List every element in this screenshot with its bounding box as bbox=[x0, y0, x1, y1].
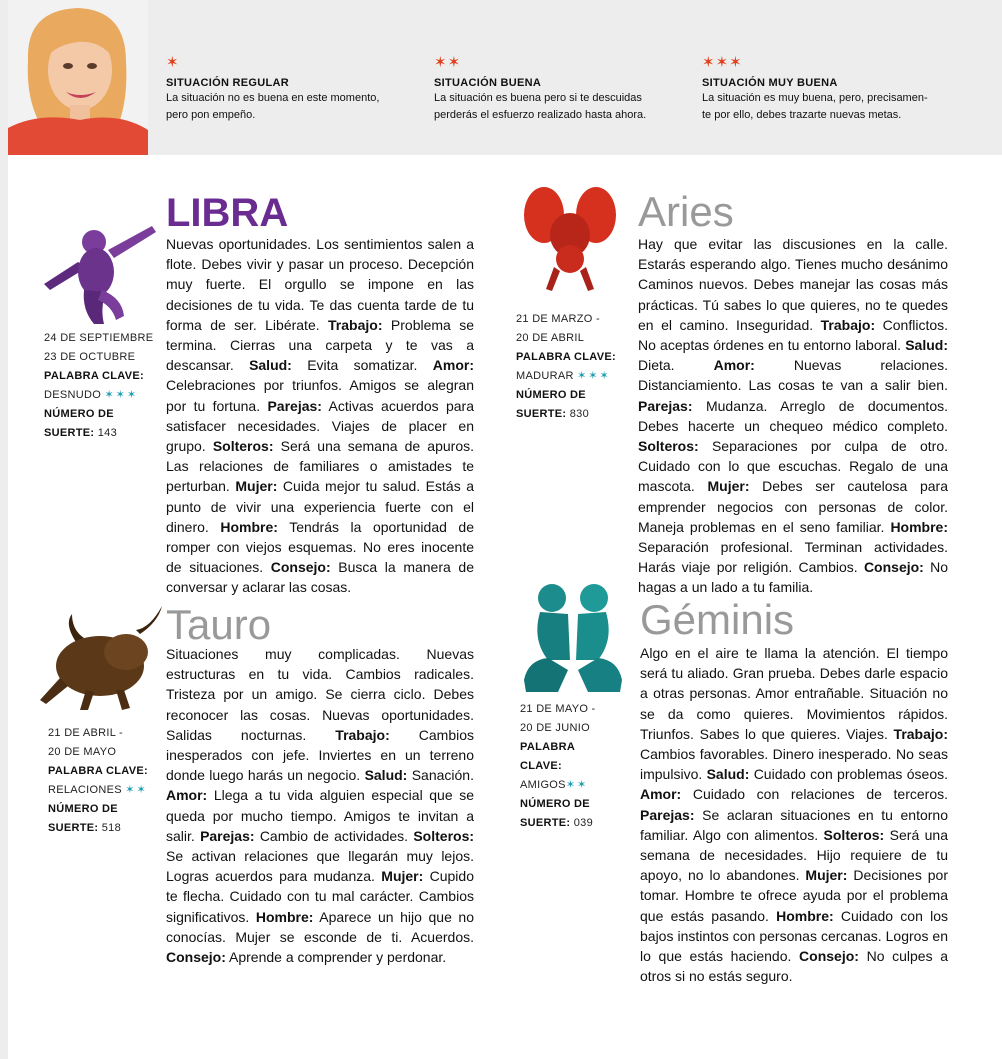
section-text: Se aclaran situaciones en tu entorno familiar. Algo con alimentos. bbox=[640, 806, 949, 843]
date-range-end: 23 DE OCTUBRE bbox=[44, 351, 136, 363]
legend-stars: ✶✶ bbox=[434, 54, 462, 71]
section-label: Parejas: bbox=[640, 806, 695, 823]
section-label: Trabajo: bbox=[820, 316, 876, 333]
section-label: Mujer: bbox=[707, 478, 750, 495]
forecast-intro: Situaciones muy complicadas. Nuevas estructuras en tu vida. Cambios radicales. Tristeza por un amigo. Se cierra ciclo. Debes reconocer las cosas. Nuevas oportunidades. Salidas nocturnas. bbox=[166, 646, 474, 743]
lucky-number-label: SUERTE: bbox=[520, 817, 571, 829]
keyword-label: CLAVE: bbox=[520, 760, 562, 772]
section-text: Aparece un hijo que no conocías. Mujer se esconde de ti. Acuerdos. bbox=[166, 908, 475, 945]
date-range-end: 20 DE ABRIL bbox=[516, 332, 585, 344]
geminis-meta bbox=[520, 700, 596, 833]
section-text: Dieta. bbox=[638, 357, 675, 374]
section-text: No culpes a otros si no estás seguro. bbox=[640, 948, 949, 985]
libra-forecast bbox=[166, 234, 474, 598]
section-label: Salud: bbox=[905, 337, 948, 354]
lucky-number-value: 518 bbox=[101, 822, 122, 834]
date-range-end: 20 DE MAYO bbox=[48, 746, 117, 758]
aries-title: Aries bbox=[638, 188, 734, 235]
date-range-start: 21 DE ABRIL - bbox=[48, 727, 124, 739]
section-label: Solteros: bbox=[212, 438, 274, 455]
lucky-number-label: SUERTE: bbox=[44, 427, 95, 439]
date-range-start: 21 DE MAYO - bbox=[520, 703, 596, 715]
section-text: Llega a tu vida alguien especial que se queda por mucho tiempo. Amigos te invitan a salir. bbox=[166, 787, 474, 844]
tauro-figure-icon bbox=[36, 604, 164, 717]
legend-title: SITUACIÓN REGULAR bbox=[166, 77, 290, 89]
section-text: Evita somatizar. bbox=[307, 357, 418, 374]
legend-title: SITUACIÓN BUENA bbox=[434, 77, 542, 89]
section-label: Trabajo: bbox=[328, 316, 383, 333]
section-label: Hombre: bbox=[890, 518, 948, 535]
section-label: Consejo: bbox=[863, 559, 924, 576]
section-text: Debes ser cautelosa para emprender negocios con personas de color. Maneja problemas en el seno familiar. bbox=[638, 478, 949, 535]
section-label: Parejas: bbox=[267, 397, 322, 414]
section-text: Activas acuerdos para satisfacer necesidades. Viajes de placer en grupo. bbox=[166, 397, 474, 455]
lucky-number-value: 830 bbox=[569, 408, 590, 420]
keyword-stars: ✶✶✶ bbox=[577, 370, 611, 382]
section-text: Cuidado con los bajos instintos con personas cercanas. Logros en lo que estás haciendo. bbox=[640, 907, 948, 965]
keyword-label: PALABRA CLAVE: bbox=[48, 765, 148, 777]
keyword-value: MADURAR bbox=[516, 370, 574, 382]
section-label: Mujer: bbox=[805, 867, 848, 884]
section-label: Salud: bbox=[364, 767, 408, 784]
section-text: Se activan relaciones que llegarán muy lejos. Logras acuerdos para mudanza. bbox=[166, 848, 474, 885]
host-photo bbox=[8, 0, 148, 155]
section-label: Trabajo: bbox=[335, 726, 390, 743]
legend-text-line: La situación es muy buena, pero, precisamen- bbox=[702, 92, 928, 104]
section-text: Será una semana de necesidades. Hijo requiere de tu apoyo, no lo abandones. bbox=[640, 826, 949, 884]
legend-title: SITUACIÓN MUY BUENA bbox=[702, 77, 838, 89]
section-text: Nuevas relaciones. Distanciamiento. Las cosas te van a salir bien. bbox=[638, 357, 949, 394]
section-label: Parejas: bbox=[200, 827, 255, 844]
keyword-value: DESNUDO bbox=[44, 389, 102, 401]
geminis-figure-icon bbox=[518, 580, 628, 703]
keyword-label: PALABRA bbox=[520, 741, 576, 753]
keyword-label: PALABRA CLAVE: bbox=[44, 370, 144, 382]
lucky-number-value: 143 bbox=[97, 427, 118, 439]
geminis-forecast bbox=[640, 643, 948, 986]
tauro-title: Tauro bbox=[166, 601, 272, 648]
section-text: Conflictos. No aceptas órdenes en tu entorno laboral. bbox=[638, 316, 949, 354]
section-text: Cuida mejor tu salud. Estás a punto de vivir una experiencia fuerte con el dinero. bbox=[166, 478, 475, 535]
section-label: Amor: bbox=[640, 786, 682, 803]
section-text: Decisiones por tomar. Hombre te ofrece ayuda por el problema que estás pasando. bbox=[640, 867, 949, 924]
aries-figure-icon bbox=[520, 185, 620, 300]
section-text: Tendrás la oportunidad de romper con viejos esquemas. No eres inocente de situaciones. bbox=[166, 518, 474, 576]
date-range-start: 24 DE SEPTIEMBRE bbox=[44, 332, 154, 344]
section-label: Hombre: bbox=[220, 518, 278, 535]
legend-stars: ✶ bbox=[166, 54, 180, 71]
keyword-stars: ✶✶ bbox=[565, 779, 589, 791]
section-label: Parejas: bbox=[638, 397, 693, 414]
tauro-forecast bbox=[166, 644, 474, 967]
keyword-stars: ✶✶✶ bbox=[104, 389, 139, 401]
keyword-value: AMIGOS bbox=[520, 779, 566, 791]
section-label: Hombre: bbox=[776, 907, 834, 924]
section-label: Trabajo: bbox=[893, 725, 949, 742]
section-text: Celebraciones por triunfos. Amigos se alegran por tu fortuna. bbox=[166, 377, 474, 414]
tauro-meta bbox=[48, 724, 148, 838]
keyword-stars: ✶✶ bbox=[125, 784, 148, 796]
legend-regular bbox=[166, 52, 416, 123]
date-range-end: 20 DE JUNIO bbox=[520, 722, 590, 734]
section-text: Problema se termina. Cierras una carpeta y te vas a descansar. bbox=[166, 316, 475, 374]
keyword-value: RELACIONES bbox=[48, 784, 122, 796]
section-label: Amor: bbox=[432, 357, 475, 374]
libra-figure-icon bbox=[38, 220, 158, 331]
date-range-start: 21 DE MARZO - bbox=[516, 313, 600, 325]
forecast-intro: Algo en el aire te llama la atención. El tiempo será tu aliado. Gran prueba. Debes darle espacio a otras personas. Amor entrañable. Situación no se da como quieres. Movimientos rápidos. Triunfos. Sabes lo que quieres. Viajes. bbox=[640, 645, 948, 742]
lucky-number-label: SUERTE: bbox=[516, 408, 567, 420]
section-text: No hagas a un lado a tu familia. bbox=[638, 559, 949, 596]
section-label: Consejo: bbox=[799, 948, 859, 965]
libra-meta bbox=[44, 329, 153, 443]
aries-forecast bbox=[638, 234, 948, 598]
legend-muy-buena bbox=[702, 52, 952, 123]
lucky-number-value: 039 bbox=[573, 817, 594, 829]
section-text: Mudanza. Arreglo de documentos. Debes hacerte un chequeo médico completo. bbox=[638, 397, 948, 434]
section-text: Cuidado con relaciones de terceros. bbox=[692, 786, 948, 803]
legend-stars: ✶✶✶ bbox=[702, 54, 743, 71]
lucky-number-label: NÚMERO DE bbox=[44, 408, 114, 420]
section-text: Cambios favorables. Dinero inesperado. No seas impulsivo. bbox=[640, 746, 948, 783]
section-label: Amor: bbox=[713, 357, 755, 374]
lucky-number-label: NÚMERO DE bbox=[520, 798, 590, 810]
page-edge-strip bbox=[0, 155, 8, 1059]
section-text: Cambios inesperados con jefe. Inviertes en un terreno donde luego harás un negocio. bbox=[166, 726, 475, 784]
section-label: Mujer: bbox=[235, 478, 278, 495]
section-label: Solteros: bbox=[638, 438, 699, 455]
section-label: Amor: bbox=[166, 787, 208, 804]
section-label: Salud: bbox=[249, 357, 292, 374]
section-text: Será una semana de apuros. Las relaciones de familiares o amistades te perturban. bbox=[166, 438, 475, 495]
section-label: Mujer: bbox=[381, 868, 424, 885]
section-text: Sanación. bbox=[411, 767, 474, 784]
legend-text-line: La situación es buena pero si te descuidas bbox=[434, 92, 642, 104]
geminis-title: Géminis bbox=[640, 596, 795, 643]
section-text: Cupido te flecha. Cuidado con tu mal carácter. Cambios significativos. bbox=[166, 868, 474, 925]
section-text: Cambio de actividades. bbox=[259, 827, 409, 844]
section-label: Salud: bbox=[706, 766, 750, 783]
section-label: Consejo: bbox=[166, 949, 226, 966]
lucky-number-label: NÚMERO DE bbox=[516, 389, 586, 401]
forecast-intro: Hay que evitar las discusiones en la calle. Estarás esperando algo. Tienes mucho desánimo Caminos nuevos. Debes manejar las cosas más prácticas. Tú sabes lo que quieres, no te quedes en el camino. Inseguridad. bbox=[638, 236, 948, 333]
section-text: Cuidado con problemas óseos. bbox=[753, 766, 948, 783]
aries-meta bbox=[516, 310, 616, 424]
legend-buena bbox=[434, 52, 684, 123]
section-text: Busca la manera de conversar y aclarar las cosas. bbox=[166, 559, 474, 596]
section-label: Solteros: bbox=[413, 827, 475, 844]
legend-text-line: pero pon empeño. bbox=[166, 109, 256, 121]
section-text: Separaciones por culpa de otro. Cuidado con lo que escuchas. Regalo de una mascota. bbox=[638, 438, 948, 495]
section-text: Aprende a comprender y perdonar. bbox=[229, 949, 447, 966]
host-portrait-illustration bbox=[8, 0, 148, 155]
forecast-intro: Nuevas oportunidades. Los sentimientos salen a flote. Debes vivir y pasar un proceso. Decepción muy fuerte. El orgullo se impone en las decisiones de tu vida. Te das cuenta tarde de tu forma de ser. Libérate. bbox=[166, 236, 474, 333]
libra-title: LIBRA bbox=[166, 191, 289, 235]
section-label: Consejo: bbox=[270, 559, 331, 576]
lucky-number-label: NÚMERO DE bbox=[48, 803, 118, 815]
section-label: Solteros: bbox=[823, 826, 885, 843]
lucky-number-label: SUERTE: bbox=[48, 822, 99, 834]
section-label: Hombre: bbox=[255, 908, 314, 925]
keyword-label: PALABRA CLAVE: bbox=[516, 351, 616, 363]
legend-text-line: te por ello, debes trazarte nuevas metas. bbox=[702, 109, 902, 121]
section-text: Separación profesional. Terminan actividades. Harás viaje por religión. Cambios. bbox=[638, 539, 948, 576]
legend-text-line: perderás el esfuerzo realizado hasta ahora. bbox=[434, 109, 647, 121]
legend-text-line: La situación no es buena en este momento, bbox=[166, 92, 380, 104]
